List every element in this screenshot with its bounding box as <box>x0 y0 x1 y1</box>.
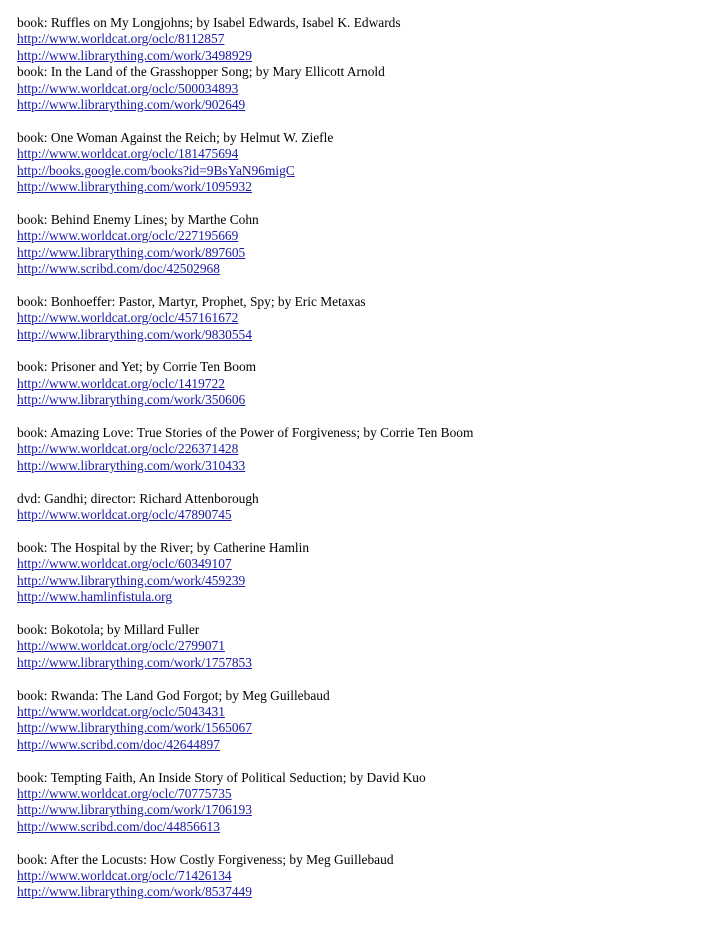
reference-link[interactable]: http://www.worldcat.org/oclc/1419722 <box>17 375 225 391</box>
entry-title: book: The Hospital by the River; by Catherine Hamlin <box>17 539 310 555</box>
entry-title: book: Prisoner and Yet; by Corrie Ten Boom <box>17 359 257 375</box>
reference-link[interactable]: http://www.worldcat.org/oclc/70775735 <box>17 785 232 801</box>
reference-entry <box>17 212 717 278</box>
reference-link[interactable]: http://www.worldcat.org/oclc/457161672 <box>17 310 239 326</box>
entry-title: book: Ruffles on My Longjohns; by Isabel Edwards, Isabel K. Edwards <box>17 15 401 30</box>
reference-link[interactable]: http://www.librarything.com/work/310433 <box>17 457 246 473</box>
entry-title: book: Bokotola; by Millard Fuller <box>17 621 200 637</box>
reference-entry <box>17 64 717 113</box>
reference-link[interactable]: http://www.scribd.com/doc/42502968 <box>17 261 220 277</box>
reference-link[interactable]: http://www.librarything.com/work/3498929 <box>17 47 252 63</box>
reference-entry <box>17 622 717 671</box>
reference-link[interactable]: http://www.worldcat.org/oclc/226371428 <box>17 441 239 457</box>
reference-link[interactable]: http://www.worldcat.org/oclc/181475694 <box>17 146 239 162</box>
entry-title: book: In the Land of the Grasshopper Song; by Mary Ellicott Arnold <box>17 64 385 80</box>
reference-link[interactable]: http://www.librarything.com/work/459239 <box>17 572 246 588</box>
reference-link[interactable]: http://www.librarything.com/work/1095932 <box>17 179 252 195</box>
entry-title: book: Amazing Love: True Stories of the Power of Forgiveness; by Corrie Ten Boom <box>17 425 474 441</box>
reference-link[interactable]: http://www.scribd.com/doc/44856613 <box>17 818 220 834</box>
reference-link[interactable]: http://www.hamlinfistula.org <box>17 589 173 605</box>
reference-entry <box>17 425 717 474</box>
reference-entry <box>17 130 717 196</box>
reference-link[interactable]: http://www.worldcat.org/oclc/2799071 <box>17 638 225 654</box>
reference-entry <box>17 540 717 606</box>
reference-entry <box>17 15 717 64</box>
reference-entry <box>17 491 717 524</box>
entry-title: book: Behind Enemy Lines; by Marthe Cohn <box>17 211 259 227</box>
reference-link[interactable]: http://books.google.com/books?id=9BsYaN96migC <box>17 162 295 178</box>
reference-entry <box>17 770 717 836</box>
reference-link[interactable]: http://www.worldcat.org/oclc/227195669 <box>17 228 239 244</box>
reference-link[interactable]: http://www.scribd.com/doc/42644897 <box>17 736 220 752</box>
reference-entry <box>17 359 717 408</box>
entry-title: book: Tempting Faith, An Inside Story of Political Seduction; by David Kuo <box>17 769 426 785</box>
reference-link[interactable]: http://www.worldcat.org/oclc/5043431 <box>17 703 225 719</box>
reference-link[interactable]: http://www.librarything.com/work/1706193 <box>17 802 252 818</box>
reference-link[interactable]: http://www.librarything.com/work/902649 <box>17 97 246 113</box>
reference-link[interactable]: http://www.worldcat.org/oclc/8112857 <box>17 31 225 47</box>
reference-link[interactable]: http://www.librarything.com/work/1565067 <box>17 720 252 736</box>
reference-link[interactable]: http://www.worldcat.org/oclc/71426134 <box>17 867 232 883</box>
entry-title: dvd: Gandhi; director: Richard Attenborough <box>17 490 259 506</box>
reference-entry <box>17 294 717 343</box>
reference-link[interactable]: http://www.worldcat.org/oclc/47890745 <box>17 507 232 523</box>
reference-link[interactable]: http://www.librarything.com/work/8537449 <box>17 884 252 900</box>
entry-title: book: After the Locusts: How Costly Forgiveness; by Meg Guillebaud <box>17 851 394 867</box>
reference-link[interactable]: http://www.worldcat.org/oclc/500034893 <box>17 80 239 96</box>
entry-title: book: Rwanda: The Land God Forgot; by Meg Guillebaud <box>17 687 330 703</box>
document-body <box>17 15 717 917</box>
reference-entry <box>17 852 717 901</box>
reference-link[interactable]: http://www.librarything.com/work/897605 <box>17 244 246 260</box>
entry-title: book: One Woman Against the Reich; by Helmut W. Ziefle <box>17 129 334 145</box>
entry-title: book: Bonhoeffer: Pastor, Martyr, Prophet, Spy; by Eric Metaxas <box>17 293 366 309</box>
reference-link[interactable]: http://www.librarything.com/work/9830554 <box>17 326 252 342</box>
reference-entry <box>17 688 717 754</box>
reference-link[interactable]: http://www.worldcat.org/oclc/60349107 <box>17 556 232 572</box>
reference-link[interactable]: http://www.librarything.com/work/1757853 <box>17 654 252 670</box>
reference-link[interactable]: http://www.librarything.com/work/350606 <box>17 392 246 408</box>
